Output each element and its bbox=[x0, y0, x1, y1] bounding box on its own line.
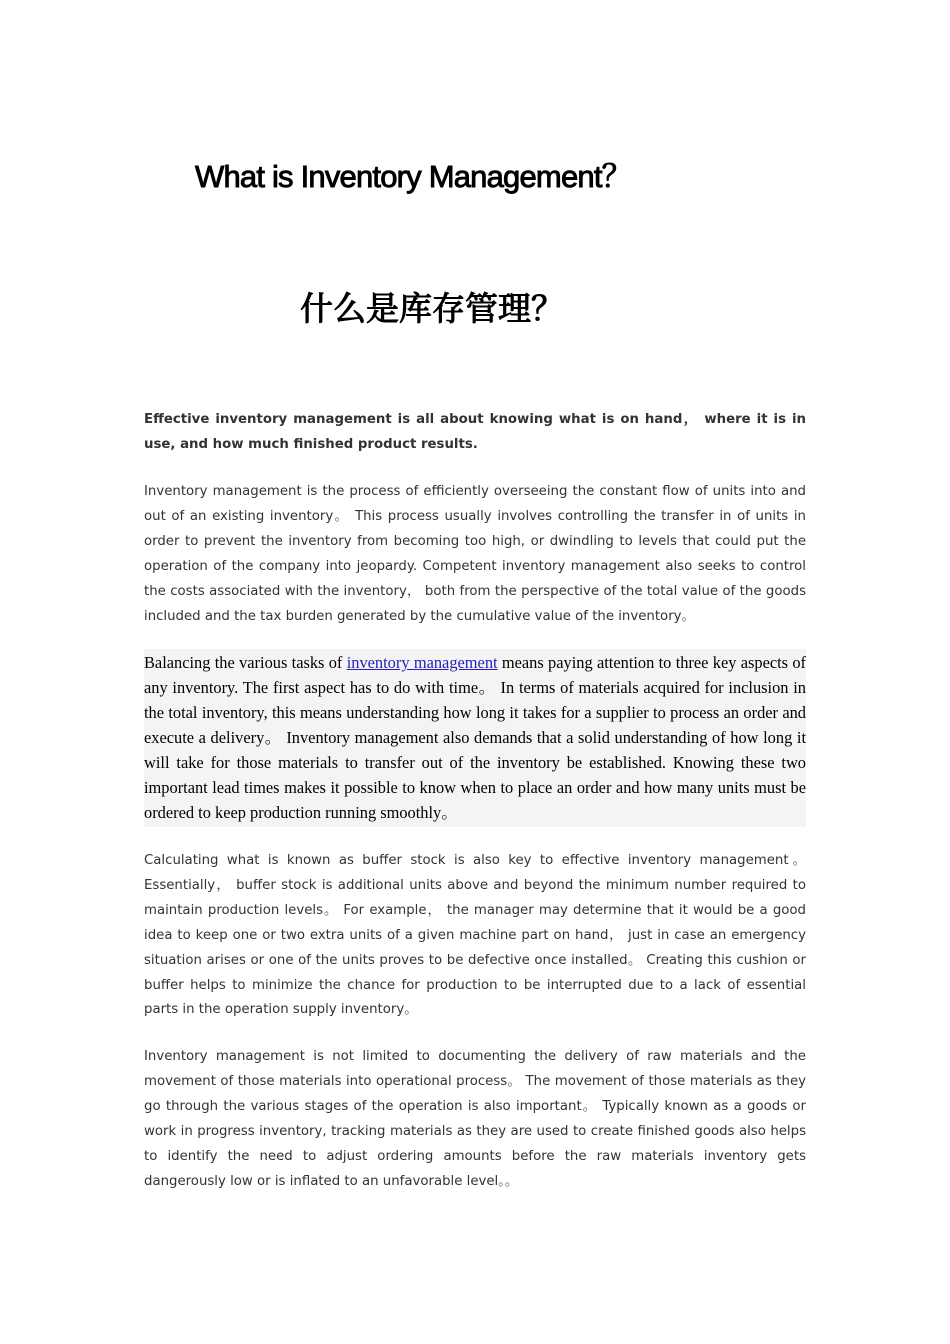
paragraph-definition: Inventory management is the process of efficiently overseeing the constant flow of units into and out of an existing inventory。 This process usually involves controlling the transfer in of units in order to prevent the inventory from becoming too high, or dwindling to levels that could put the operation of the company into jeopardy. Competent inventory management also seeks to control the costs associated with the inventory， both from the perspective of the total value of the goods included and the tax burden generated by the cumulative value of the inventory。 bbox=[144, 484, 806, 624]
lead-paragraph: Effective inventory management is all about knowing what is on hand， where it is in use, and how much finished product results. bbox=[144, 412, 806, 452]
page-title-chinese: 什么是库存管理？ bbox=[300, 289, 564, 328]
paragraph-lead-times-body: means paying attention to three key aspects of any inventory. The first aspect has to do with time。 In terms of materials acquired for inclusion in the total inventory, this means understanding how long it takes for a supplier to process an order and execute a delivery。 Inventory management also demands that a solid understanding of how long it will take for those materials to transfer out of the inventory be established. Knowing these two important lead times makes it possible to know when to place an order and how many units must be ordered to keep production running smoothly。 bbox=[144, 653, 807, 822]
paragraph-work-in-progress: Inventory management is not limited to documenting the delivery of raw materials and the movement of those materials into operational process。 The movement of those materials as they go through the various stages of the operation is also important。 Typically known as a goods or work in progress inventory, tracking materials as they are used to create finished goods also helps to identify the need to adjust ordering amounts before the raw materials inventory gets dangerously low or is inflated to an unfavorable level。。 bbox=[144, 1049, 806, 1189]
paragraph-lead-times bbox=[144, 649, 806, 827]
page-title-english: What is Inventory Management？ bbox=[195, 159, 632, 194]
paragraph-lead-times-intro: Balancing the various tasks of bbox=[144, 653, 347, 672]
inventory-management-link[interactable]: inventory management bbox=[346, 653, 498, 672]
paragraph-buffer-stock: Calculating what is known as buffer stock is also key to effective inventory management。 Essentially， buffer stock is additional units above and beyond the minimum number required to maintain production levels。 For example， the manager may determine that it would be a good idea to keep one or two extra units of a given machine part on hand， just in case an emergency situation arises or one of the units proves to be defective once installed。 Creating this cushion or buffer helps to minimize the chance for production to be interrupted due to a lack of essential parts in the operation supply inventory。 bbox=[144, 853, 806, 1018]
